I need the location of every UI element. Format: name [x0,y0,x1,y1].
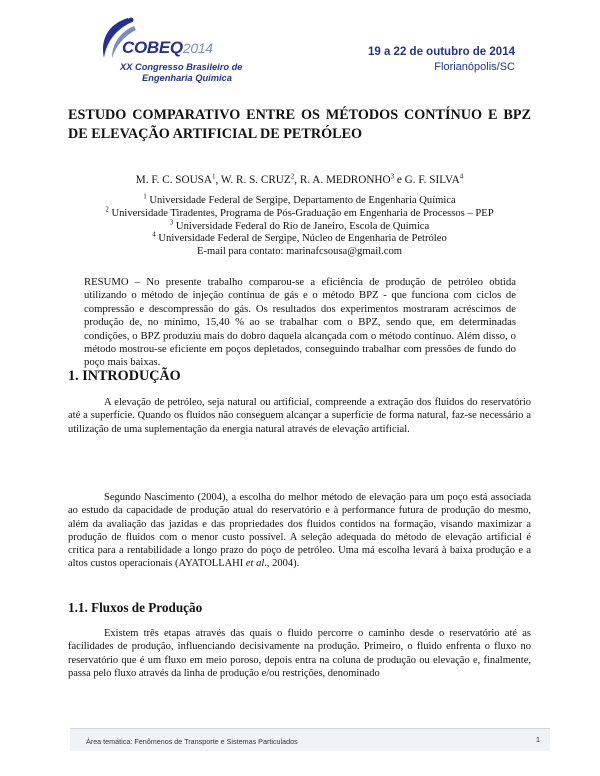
footer-topic: Área temática: Fenômenos de Transporte e Sistemas Particulados [86,737,298,746]
affiliation-4: $^4$ Universidade Federal de Sergipe, Núcleo de Engenharia de Petróleo [152,230,447,245]
author-4-sup: 4 [459,172,464,181]
logo-year: 2014 [182,40,213,56]
logo-subtitle-1: XX Congresso Brasileiro de [120,62,243,72]
logo-subtitle-2: Engenharia Química [142,73,232,83]
paper-title: ESTUDO COMPARATIVO ENTRE OS MÉTODOS CONTÍNUO E BPZ DE ELEVAÇÃO ARTIFICIAL DE PETRÓLEO [68,107,531,142]
abstract: RESUMO – No presente trabalho comparou-se a eficiência de produção de petróleo obtida utilizando o método de injeção contínua de gás e o método BPZ - que funciona com ciclos de compressão e descompressão do gás. Os resultados dos experimentos mostraram acréscimos de produção de, no mínimo, 15,40 % ao se trabalhar com o BPZ, sendo que, em determinadas condições, o BPZ produziu mais do dobro daquela alcançada com o método contínuo. Além disso, o método mostrou-se eficiente em poços depletados, conseguindo trabalhar com pressões de fundo do poço mais baixas. [84,276,516,369]
affiliation-3: $^3$ Universidade Federal do Rio de Janeiro, Escola de Química [169,218,430,232]
paragraph: Existem três etapas através das quais o fluido percorre o caminho desde o reservatório até as facilidades de produção, influenciando decisivamente na produção. Primeiro, o fluido enfrenta o fluxo no reservatório que é um fluxo em meio poroso, depois entra na coluna de produção ou elevação e, finalmente, passa pelo fluxo através da linha de produção e/ou restrições, denominado [68,628,531,679]
cobeq-logo [98,10,268,86]
paragraph: A elevação de petróleo, seja natural ou artificial, compreende a extração dos fluidos do reservatório até a superfície. Quando os fluidos não conseguem alcançar a superfície de forma natural, faz-se necessário a utilização de uma suplementação da energia natural através de elevação artificial. [68,397,531,435]
section-heading-fluxos: 1.1. Fluxos de Produção [68,600,203,615]
affiliation-1: $^1$ Universidade Federal de Sergipe, Departamento de Engenharia Química [143,192,456,206]
author-1-sup: 1 [211,172,216,181]
page-footer [70,728,550,751]
affiliation-2: $^2$ Universidade Tiradentes, Programa de Pós-Graduação em Engenharia de Processos – PEP [105,205,494,219]
section-heading-introducao: 1. INTRODUÇÃO [68,368,181,384]
event-date: 19 a 22 de outubro de 2014 [367,46,515,58]
author-3: R. A. MEDRONHO [299,174,391,186]
logo-brand: COBEQ2014 [122,38,213,57]
author-3-sup: 3 [390,172,395,181]
author-2: W. R. S. CRUZ [220,174,291,186]
contact-email: E-mail para contato: marinafcsousa@gmail.com [196,246,403,258]
affiliations [68,192,531,259]
author-1: M. F. C. SOUSA [135,174,212,186]
page-number: 1 [535,735,540,744]
author-list: M. F. C. SOUSA$^1$, W. R. S. CRUZ$^2$, R. A. MEDRONHO$^3$ e G. F. SILVA$^4$ [135,172,464,186]
paragraph: Segundo Nascimento (2004), a escolha do melhor método de elevação para um poço está associada ao estudo da capacidade de produção atual do reservatório e à performance futura de produção do mesmo, além da avaliação das jazidas e das propriedades dos fluidos contidos na formação, visando maximizar a produção de fluidos com o menor custo possível. A seleção adequada do método de elevação artificial é crítica para a rentabilidade a longo prazo do poço de petróleo. Uma má escolha levará à baixa produção e a altos custos operacionais (AYATOLLAHI et al., 2004). [68,492,531,570]
event-place: Florianópolis/SC [434,61,515,73]
conference-header [0,0,600,90]
author-2-sup: 2 [290,172,295,181]
author-4: G. F. SILVA [404,174,460,186]
